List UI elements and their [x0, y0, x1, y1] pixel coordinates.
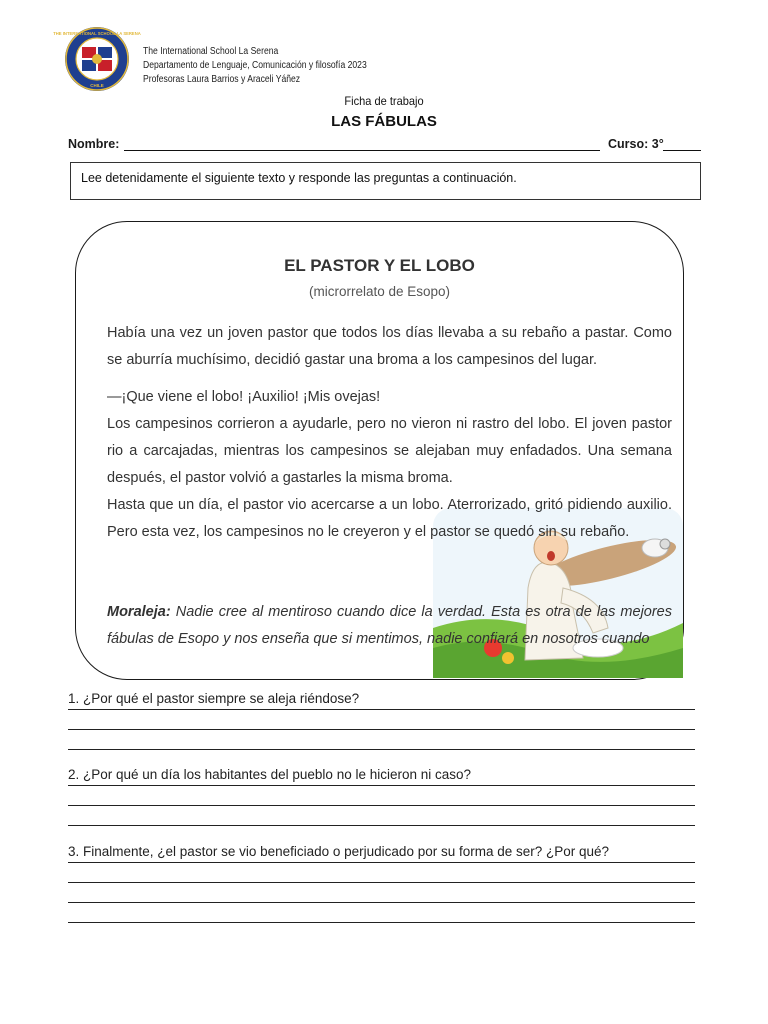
answer-line[interactable]: [68, 922, 695, 923]
course-field-line[interactable]: [663, 150, 701, 151]
school-logo: [53, 26, 141, 92]
school-name: The International School La Serena: [143, 46, 279, 57]
story-title: EL PASTOR Y EL LOBO: [284, 256, 475, 275]
course-label: Curso: 3°: [608, 137, 664, 151]
story-body-line: Los campesinos corrieron a ayudarle, pero no vieron ni rastro del lobo. El joven pastor rio a carcajadas, mientras los campesinos se alejaban muy enfadados. Una semana después, el pastor volvió a gastarles la misma broma.: [107, 416, 672, 486]
worksheet-kicker: Ficha de trabajo: [344, 94, 424, 108]
story-body-line: Hasta que un día, el pastor vio acercarse a un lobo. Aterrorizado, gritó pidiendo auxilio. Pero esta vez, los campesinos no le creyeron y el pastor se quedó sin su rebaño.: [107, 497, 672, 540]
logo-text: THE INTERNATIONAL SCHOOL LA SERENA: [53, 31, 141, 36]
question-3: 3. Finalmente, ¿el pastor se vio beneficiado o perjudicado por su forma de ser? ¿Por qué?: [68, 844, 610, 859]
answer-line[interactable]: [68, 749, 695, 750]
answer-line[interactable]: [68, 785, 695, 786]
name-label: Nombre:: [68, 137, 120, 151]
answer-line[interactable]: [68, 729, 695, 730]
answer-line[interactable]: [68, 882, 695, 883]
department-line: Departamento de Lenguaje, Comunicación y filosofía 2023: [143, 60, 367, 71]
instruction-box: [70, 162, 701, 200]
answer-line[interactable]: [68, 862, 695, 863]
instruction-text: Lee detenidamente el siguiente texto y responde las preguntas a continuación.: [81, 171, 517, 185]
name-field-line[interactable]: [124, 150, 600, 151]
answer-line[interactable]: [68, 902, 695, 903]
question-1: 1. ¿Por qué el pastor siempre se aleja riéndose?: [68, 691, 360, 706]
question-2: 2. ¿Por qué un día los habitantes del pueblo no le hicieron ni caso?: [68, 767, 472, 782]
answer-line[interactable]: [68, 709, 695, 710]
moral-text: Nadie cree al mentiroso cuando dice la verdad. Esta es otra de las mejores fábulas de Esopo y nos enseña que si mentimos, nadie confiará en nosotros cuando: [107, 604, 672, 647]
moral-label: Moraleja:: [107, 604, 171, 620]
story-dialogue-line: —¡Que viene el lobo! ¡Auxilio! ¡Mis ovejas!: [107, 389, 381, 405]
story-box: [75, 221, 684, 680]
story-moral: [107, 599, 672, 653]
story-paragraph-2: [107, 384, 672, 546]
answer-line[interactable]: [68, 805, 695, 806]
story-paragraph-1: Había una vez un joven pastor que todos los días llevaba a su rebaño a pastar. Como se aburría muchísimo, decidió gastar una broma a los campesinos del lugar.: [107, 325, 672, 368]
logo-country: CHILE: [90, 83, 104, 88]
worksheet-title: LAS FÁBULAS: [331, 113, 437, 130]
answer-line[interactable]: [68, 825, 695, 826]
teachers-line: Profesoras Laura Barrios y Araceli Yáñez: [143, 74, 301, 85]
story-subtitle: (microrrelato de Esopo): [308, 284, 451, 299]
name-course-row: [68, 137, 702, 155]
